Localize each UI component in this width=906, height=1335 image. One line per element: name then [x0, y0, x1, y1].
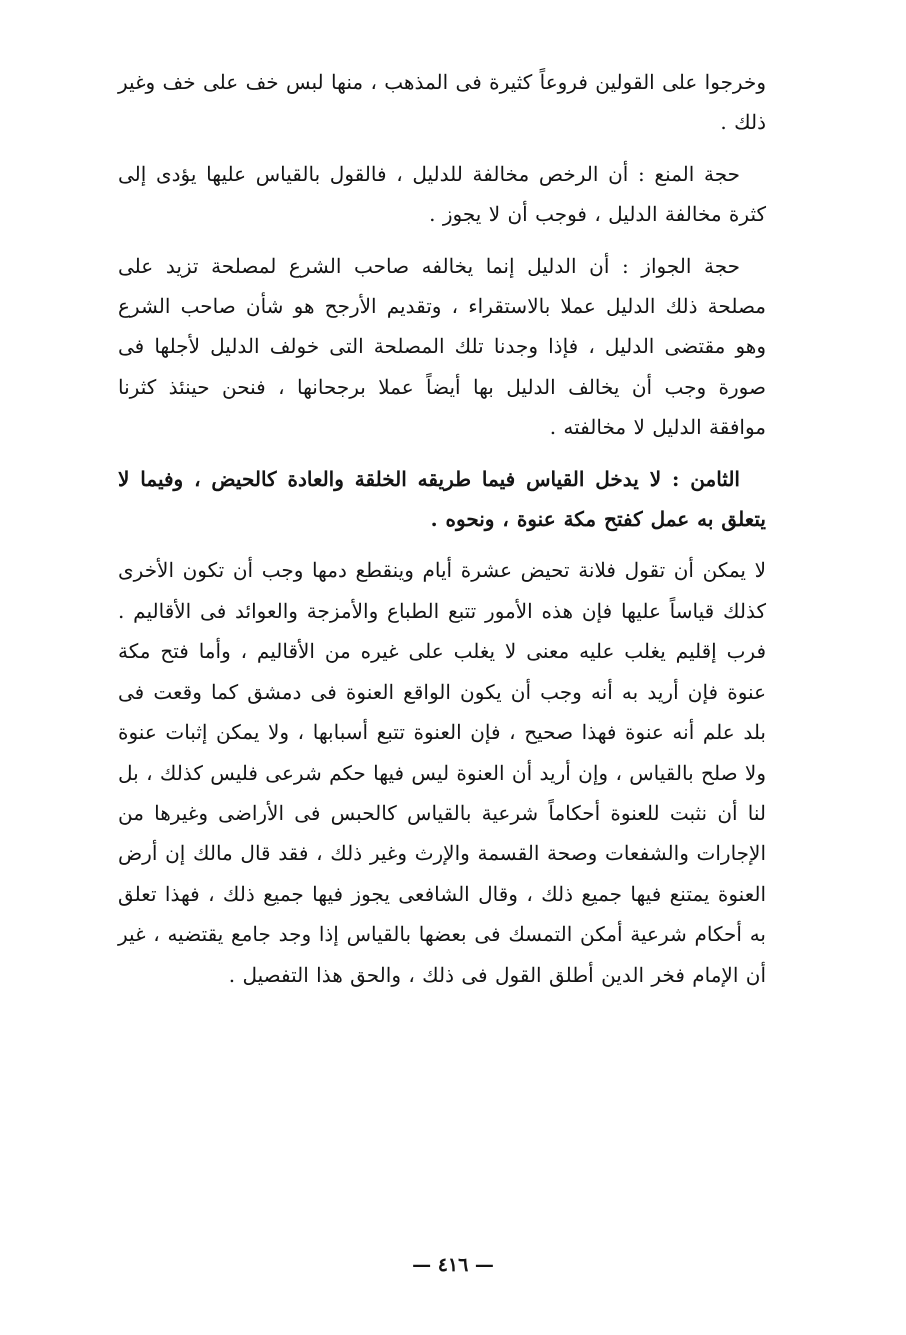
paragraph-5: لا يمكن أن تقول فلانة تحيض عشرة أيام وينقطع دمها وجب أن تكون الأخرى كذلك قياساً عليها فإن هذه الأمور تتبع الطباع والأمزجة والعوائد فى الأقاليم . فرب إقليم يغلب عليه معنى لا يغلب على غيره من الأقاليم ، وأما فتح مكة عنوة فإن أريد به أنه وجب أن يكون الواقع العنوة فى دمشق كما وقعت فى بلد علم أنه عنوة فهذا صحيح ، فإن العنوة تتبع أسبابها ، ولا يمكن إثبات عنوة ولا صلح بالقياس ، وإن أريد أن العنوة ليس فيها حكم شرعى فليس كذلك ، بل لنا أن نثبت للعنوة أحكاماً شرعية بالقياس كالحبس فى الأراضى وغيرها من الإجارات والشفعات وصحة القسمة والإرث وغير ذلك ، فقد قال مالك إن أرض العنوة يمتنع فيها جميع ذلك ، وقال الشافعى يجوز فيها جميع ذلك ، فهذا تعلق به أحكام شرعية أمكن التمسك فى بعضها بالقياس إذا وجد جامع يقتضيه ، غير أن الإمام فخر الدين أطلق القول فى ذلك ، والحق هذا التفصيل . — [118, 558, 767, 987]
page-number: — ٤١٦ — — [412, 1254, 494, 1276]
paragraph-3: حجة الجواز : أن الدليل إنما يخالفه صاحب الشرع لمصلحة تزيد على مصلحة ذلك الدليل عملا بالاستقراء ، وتقديم الأرجح هو شأن صاحب الشرع وهو مقتضى الدليل ، فإذا وجدنا تلك المصلحة التى خولف الدليل لأجلها فى صورة وجب أن يخالف الدليل بها أيضاً عملا برجحانها ، فنحن حينئذ كثرنا موافقة الدليل لا مخالفته . — [118, 253, 766, 440]
page-body — [118, 62, 766, 995]
section-heading-eighth: الثامن : لا يدخل القياس فيما طريقه الخلقة والعادة كالحيض ، وفيما لا يتعلق به عمل كفتح مكة عنوة ، ونحوه . — [118, 466, 766, 532]
paragraph-2: حجة المنع : أن الرخص مخالفة للدليل ، فالقول بالقياس عليها يؤدى إلى كثرة مخالفة الدليل ، فوجب أن لا يجوز . — [118, 161, 766, 227]
paragraph-1: وخرجوا على القولين فروعاً كثيرة فى المذهب ، منها لبس خف على خف وغير ذلك . — [118, 70, 766, 135]
